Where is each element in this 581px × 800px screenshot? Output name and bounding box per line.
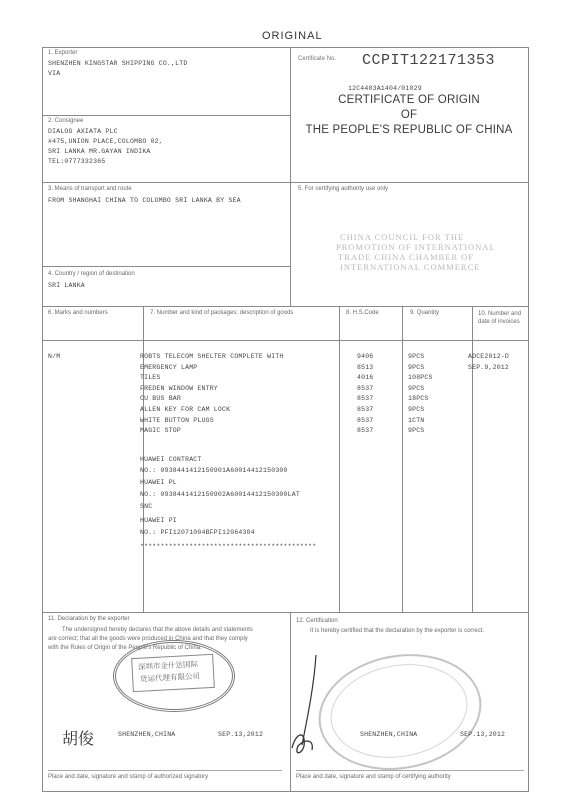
authority-faded-4: INTERNATIONAL COMMERCE: [340, 262, 481, 272]
goods-hs-code: 9406: [357, 353, 374, 360]
exporter-line-2: VIA: [48, 70, 61, 77]
col-marks-header: 6. Marks and numbers: [48, 310, 108, 316]
col-div-4: [472, 306, 473, 612]
certificate-no-label: Certificate No.: [298, 56, 337, 62]
authority-faded-1: CHINA COUNCIL FOR THE: [340, 232, 465, 242]
goods-description: MAGIC STOP: [140, 427, 182, 434]
goods-description: CU BUS BAR: [140, 395, 182, 402]
goods-hs-code: 8537: [357, 427, 374, 434]
consignee-line-2: #475,UNION PLACE,COLOMBO 02,: [48, 138, 163, 145]
heading-line-1: CERTIFICATE OF ORIGIN: [338, 94, 480, 106]
goods-quantity: 1CTN: [408, 417, 425, 424]
exporter-signature: 胡俊: [62, 729, 95, 748]
certification-label: 12. Certification: [296, 618, 338, 624]
extra-line: HUAWEI CONTRACT: [140, 456, 202, 463]
exporter-line-1: SHENZHEN KINGSTAR SHIPPING CO.,LTD: [48, 60, 188, 67]
destination-value: SRI LANKA: [48, 282, 85, 289]
declaration-text-2: are correct; that all the goods were produced in China and that they comply: [48, 636, 248, 642]
transport-route: FROM SHANGHAI CHINA TO COLOMBO SRI LANKA BY SEA: [48, 197, 241, 204]
rule-2: [42, 182, 529, 183]
exporter-stamp-text-2: 货运代理有限公司: [139, 671, 201, 684]
goods-description: ROBTS TELECOM SHELTER COMPLETE WITH: [140, 353, 284, 360]
goods-quantity: 108PCS: [408, 374, 433, 381]
frame-bottom: [42, 791, 529, 792]
rule-6: [42, 612, 529, 613]
certification-footer: Place and date, signature and stamp of certifying authority: [296, 774, 451, 780]
authority-label: 5. For certifying authority use only: [298, 186, 389, 192]
heading-line-3: THE PEOPLE'S REPUBLIC OF CHINA: [305, 124, 513, 136]
extra-line: NO.: 0938441412150901A60014412150300: [140, 467, 288, 474]
authority-faded-2: PROMOTION OF INTERNATIONAL: [336, 242, 496, 252]
certification-text: It is hereby certified that the declaration by the exporter is correct.: [310, 628, 485, 634]
consignee-line-3: SRI LANKA MR.GAYAN INDIKA: [48, 148, 151, 155]
goods-description: ALLEN KEY FOR CAM LOCK: [140, 406, 231, 413]
extra-line: NO.: PFI12071004BFPI12064304: [140, 529, 255, 536]
goods-description: WHITE BUTTON PLUGS: [140, 417, 214, 424]
col-invoice-header: 10. Number and date of invoices: [478, 311, 522, 325]
goods-quantity: 9PCS: [408, 385, 425, 392]
col-qty-header: 9. Quantity: [410, 310, 440, 316]
declaration-sign-line: [48, 770, 282, 771]
extra-line: HUAWEI PI: [140, 517, 177, 524]
frame-left: [42, 47, 43, 792]
col-goods-header: 7. Number and kind of packages; description of goods: [150, 310, 294, 316]
consignee-line-1: DIALOG AXIATA PLC: [48, 128, 118, 135]
frame-top: [42, 47, 529, 48]
col-div-3: [402, 306, 403, 612]
invoice-date: SEP.9,2012: [468, 364, 510, 371]
goods-hs-code: 8513: [357, 364, 374, 371]
declaration-date: SEP.13,2012: [218, 731, 264, 738]
declaration-footer: Place and date, signature and stamp of authorized signatory: [48, 774, 209, 780]
goods-hs-code: 8537: [357, 406, 374, 413]
goods-quantity: 9PCS: [408, 427, 425, 434]
goods-description: FREDEN WINDOW ENTRY: [140, 385, 218, 392]
declaration-text-3: with the Rules of Origin of the People's Republic of China.: [48, 645, 202, 651]
goods-hs-code: 8537: [357, 385, 374, 392]
extra-line: NO.: 0938441412150902A60014412150300LAT: [140, 491, 300, 498]
goods-hs-code: 8537: [357, 395, 374, 402]
authority-signature: [286, 650, 356, 760]
rule-4: [42, 306, 529, 307]
rule-3: [42, 266, 290, 267]
col-div-2: [339, 306, 340, 612]
marks-value: N/M: [48, 353, 61, 360]
destination-label: 4. Country / region of destination: [48, 271, 135, 277]
extra-line: HUAWEI PL: [140, 479, 177, 486]
certification-sign-line: [296, 770, 524, 771]
goods-description: TILES: [140, 374, 161, 381]
declaration-place: SHENZHEN,CHINA: [118, 731, 176, 738]
authority-faded-3: TRADE CHINA CHAMBER OF: [338, 252, 475, 262]
certificate-ref: 12C4403A1404/01029: [348, 85, 422, 92]
extra-line: SNC: [140, 503, 153, 510]
declaration-text-1: The undersigned hereby declares that the above details and statements: [62, 627, 253, 633]
extra-line: *******************************************: [140, 543, 317, 550]
certification-date: SEP.13,2012: [460, 731, 506, 738]
document-title: ORIGINAL: [262, 30, 323, 42]
consignee-label: 2. Consignee: [48, 118, 84, 124]
rule-5: [42, 340, 529, 341]
frame-right: [528, 47, 529, 792]
transport-label: 3. Means of transport and route: [48, 186, 132, 192]
goods-description: EMERGENCY LAMP: [140, 364, 198, 371]
invoice-number: ADCE2012-D: [468, 353, 510, 360]
goods-hs-code: 4016: [357, 374, 374, 381]
exporter-label: 1. Exporter: [48, 50, 78, 56]
goods-quantity: 9PCS: [408, 406, 425, 413]
goods-quantity: 9PCS: [408, 353, 425, 360]
consignee-line-4: TEL:0777332365: [48, 158, 106, 165]
exporter-stamp-text-1: 深圳市金什达国际: [137, 659, 199, 672]
goods-quantity: 9PCS: [408, 364, 425, 371]
divider-top: [290, 47, 291, 307]
rule-1: [42, 115, 290, 116]
goods-hs-code: 8537: [357, 417, 374, 424]
col-hs-header: 8. H.S.Code: [346, 310, 379, 316]
declaration-label: 11. Declaration by the exporter: [48, 616, 130, 622]
certification-place: SHENZHEN,CHINA: [360, 731, 418, 738]
certificate-number: CCPIT122171353: [362, 52, 496, 69]
heading-line-2: OF: [400, 109, 418, 121]
goods-quantity: 18PCS: [408, 395, 429, 402]
